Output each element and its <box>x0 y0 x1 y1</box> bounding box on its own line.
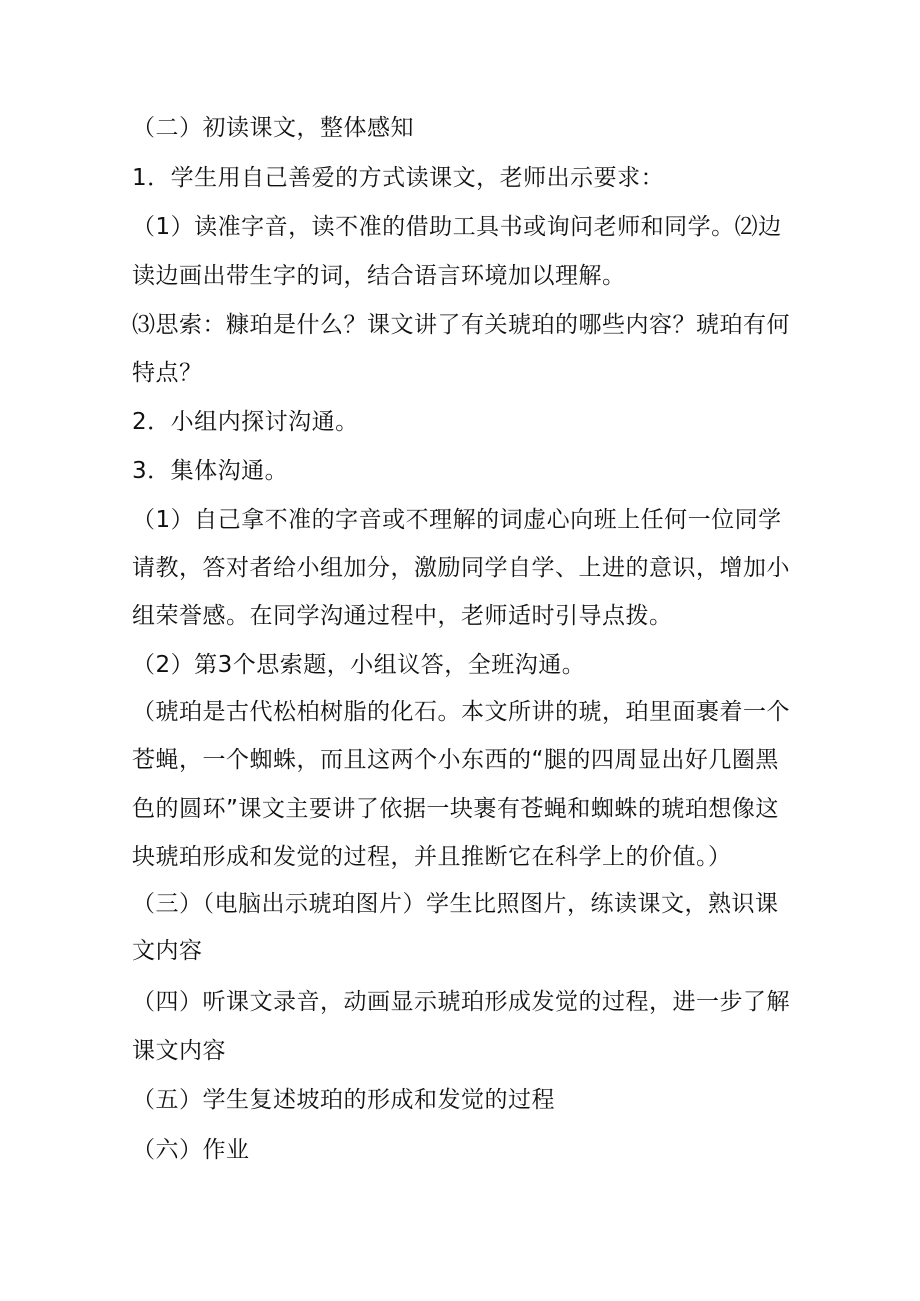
paragraph-line: （琥珀是古代松柏树脂的化石。本文所讲的琥，珀里面裹着一个 <box>132 699 790 725</box>
paragraph-line: （2）第3个思索题，小组议答，全班沟通。 <box>132 652 586 678</box>
section-heading-2: （二）初读课文，整体感知 <box>132 115 414 141</box>
section-heading-4: （四）听课文录音，动画显示琥珀形成发觉的过程，进一步了解 <box>132 989 790 1015</box>
paragraph-line: 文内容 <box>132 938 203 964</box>
paragraph-line: 色的圆环”课文主要讲了依据一块裹有苍蝇和蜘蛛的琥珀想像这 <box>132 796 779 822</box>
section-heading-5: （五）学生复述坡珀的形成和发觉的过程 <box>132 1087 555 1113</box>
paragraph-line: 组荣誉感。在同学沟通过程中，老师适时引导点拨。 <box>132 603 673 629</box>
paragraph-line: 2．小组内探讨沟通。 <box>132 409 359 435</box>
paragraph-line: 特点？ <box>132 360 203 386</box>
paragraph-line: （1）读准字音，读不准的借助工具书或询问老师和同学。⑵边 <box>132 214 782 240</box>
paragraph-line: 苍蝇，一个蜘蛛，而且这两个小东西的“腿的四周显出好几圈黑 <box>132 747 779 773</box>
paragraph-line: 块琥珀形成和发觉的过程，并且推断它在科学上的价值。） <box>132 844 732 870</box>
paragraph-line: 读边画出带生字的词，结合语言环境加以理解。 <box>132 263 626 289</box>
section-heading-6: （六）作业 <box>132 1137 250 1163</box>
paragraph-line: （1）自己拿不准的字音或不理解的词虚心向班上任何一位同学 <box>132 507 782 533</box>
paragraph-line: 3．集体沟通。 <box>132 458 289 484</box>
paragraph-line: 1．学生用自己善爱的方式读课文，老师出示要求： <box>132 165 665 191</box>
paragraph-line: 请教，答对者给小组加分，激励同学自学、上进的意识，增加小 <box>132 555 790 581</box>
paragraph-line: ⑶思索：糠珀是什么？课文讲了有关琥珀的哪些内容？琥珀有何 <box>132 312 790 338</box>
section-heading-3: （三）（电脑出示琥珀图片）学生比照图片，练读课文，熟识课 <box>132 891 779 917</box>
paragraph-line: 课文内容 <box>132 1038 226 1064</box>
